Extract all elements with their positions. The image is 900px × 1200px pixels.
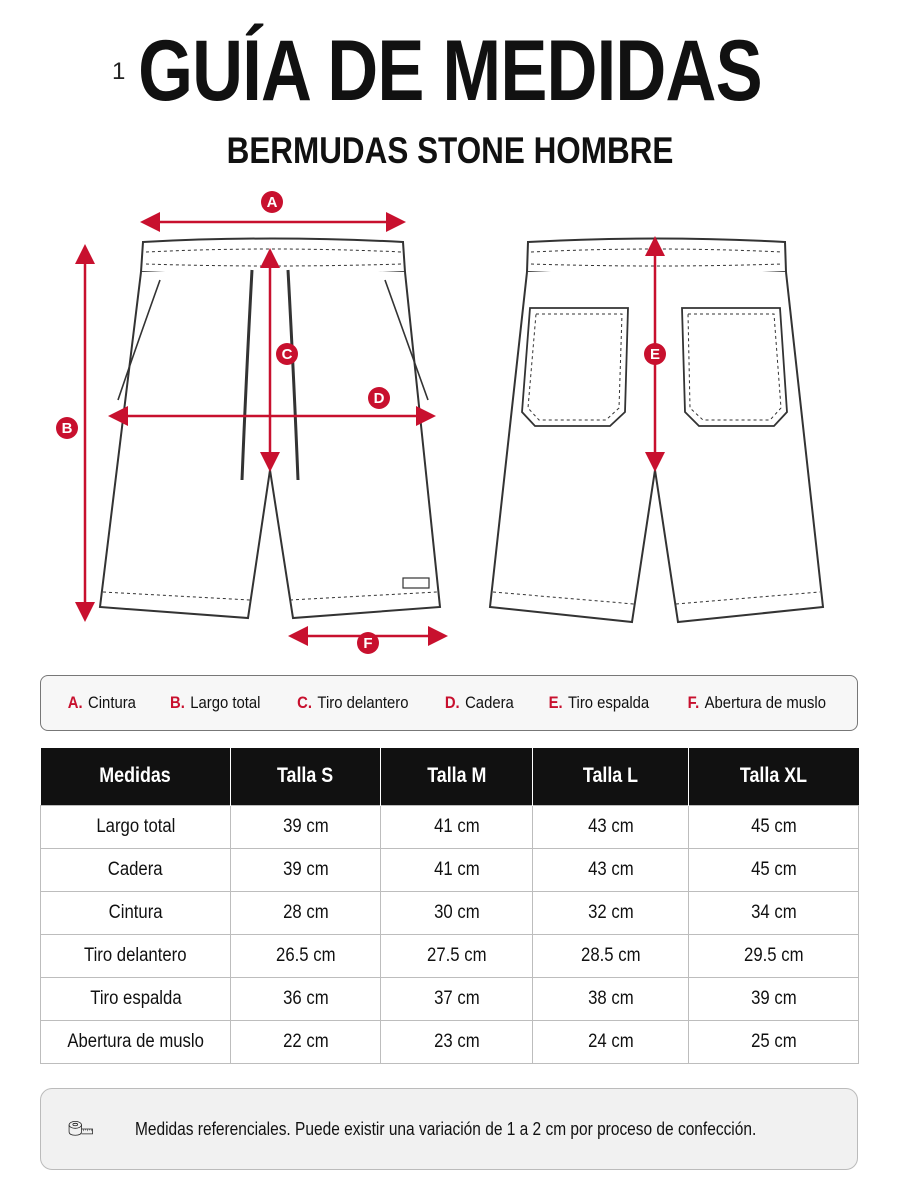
measure-name-cell: Tiro delantero [41,934,231,977]
page-number: 1 [112,58,126,85]
size-value-cell: 45 cm [689,848,859,891]
table-header-cell: Talla L [533,748,689,805]
size-value-cell: 32 cm [533,891,689,934]
marker-e [644,343,666,365]
measure-name-cell: Abertura de muslo [41,1020,231,1063]
size-table [40,748,858,1064]
svg-text:E: E [649,346,661,363]
size-value-cell: 22 cm [231,1020,381,1063]
table-header-cell: Talla S [231,748,381,805]
legend-label: Tiro espalda [568,693,650,712]
svg-text:C: C [281,346,293,363]
table-header-cell: Medidas [41,748,231,805]
size-value-cell: 27.5 cm [381,934,533,977]
legend-item [68,694,136,713]
size-value-cell: 28 cm [231,891,381,934]
legend-key: E. [548,693,563,712]
table-row [41,977,859,1020]
legend-label: Cintura [87,693,136,712]
legend-item [445,694,514,713]
table-header-cell: Talla XL [689,748,859,805]
svg-text:A: A [266,194,278,211]
page-subtitle: BERMUDAS STONE HOMBRE [226,130,674,171]
shorts-back-view [490,239,823,623]
legend-item [298,694,409,713]
legend-key: B. [170,693,186,712]
legend-label: Tiro delantero [317,693,409,712]
size-value-cell: 24 cm [533,1020,689,1063]
page-title: GUÍA DE MEDIDAS [138,23,762,119]
table-row [41,848,859,891]
size-value-cell: 39 cm [231,848,381,891]
legend-box [40,675,858,731]
measure-name-cell: Tiro espalda [41,977,231,1020]
size-value-cell: 39 cm [689,977,859,1020]
svg-text:F: F [363,635,373,652]
shorts-diagram [0,180,900,660]
size-value-cell: 37 cm [381,977,533,1020]
size-value-cell: 43 cm [533,805,689,848]
measure-name-cell: Largo total [41,805,231,848]
legend-key: A. [67,693,83,712]
measure-name-cell: Cadera [41,848,231,891]
size-value-cell: 36 cm [231,977,381,1020]
size-value-cell: 26.5 cm [231,934,381,977]
size-value-cell: 43 cm [533,848,689,891]
table-row [41,891,859,934]
size-value-cell: 28.5 cm [533,934,689,977]
size-value-cell: 45 cm [689,805,859,848]
size-value-cell: 41 cm [381,805,533,848]
legend-item [549,694,650,713]
size-value-cell: 34 cm [689,891,859,934]
measure-name-cell: Cintura [41,891,231,934]
size-value-cell: 41 cm [381,848,533,891]
size-value-cell: 29.5 cm [689,934,859,977]
size-value-cell: 23 cm [381,1020,533,1063]
marker-f [357,632,379,654]
legend-key: D. [444,693,460,712]
marker-b [56,417,78,439]
svg-text:B: B [61,420,73,437]
size-value-cell: 38 cm [533,977,689,1020]
note-text: Medidas referenciales. Puede existir una variación de 1 a 2 cm por proceso de confección. [134,1118,756,1139]
marker-c [276,343,298,365]
note-box [40,1088,858,1170]
size-value-cell: 30 cm [381,891,533,934]
legend-key: C. [297,693,313,712]
table-header-row [41,748,859,805]
legend-label: Cadera [464,693,514,712]
table-row [41,1020,859,1063]
size-value-cell: 39 cm [231,805,381,848]
legend-label: Largo total [190,693,261,712]
legend-item [688,694,826,713]
legend-label: Abertura de muslo [705,693,827,712]
legend-key: F. [688,693,700,712]
size-value-cell: 25 cm [689,1020,859,1063]
measuring-tape-icon [67,1099,95,1159]
table-row [41,805,859,848]
svg-text:D: D [373,390,385,407]
legend-item [170,694,260,713]
marker-d [368,387,390,409]
marker-a [261,191,283,213]
table-row [41,934,859,977]
table-header-cell: Talla M [381,748,533,805]
